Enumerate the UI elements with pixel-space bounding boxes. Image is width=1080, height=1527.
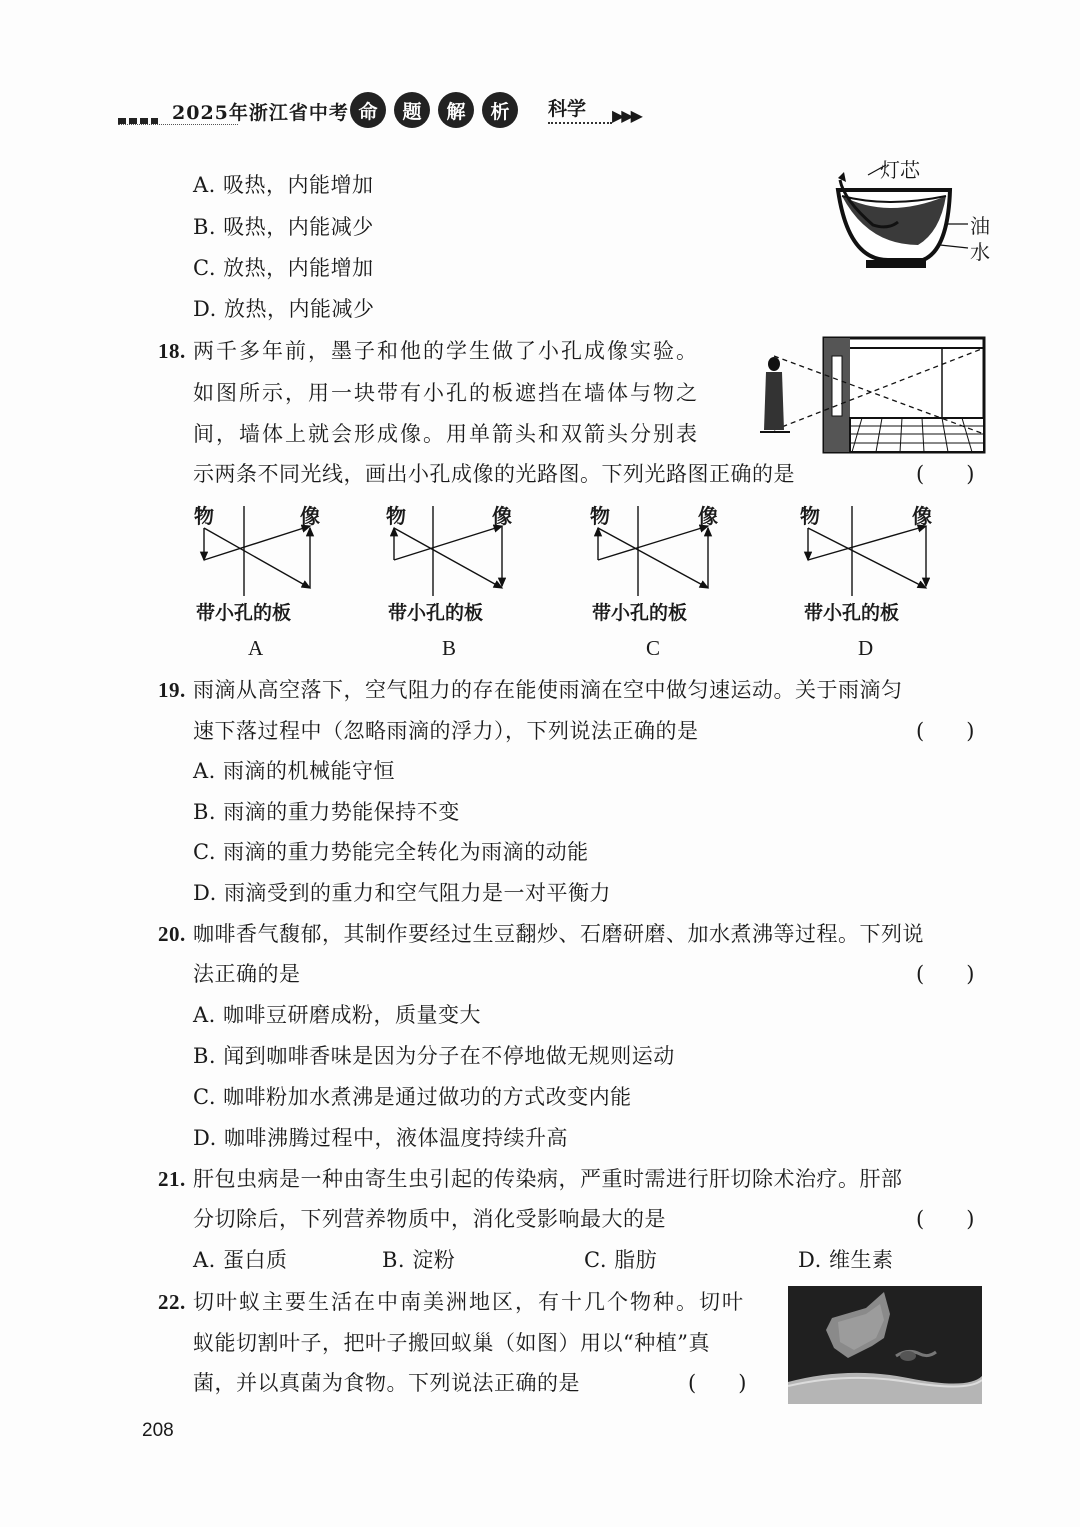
lamp-label-oil: 油	[970, 214, 990, 238]
q18-diagrams	[190, 498, 950, 668]
diagram-d-image-label: 像	[912, 504, 932, 528]
header-circle-3: 解	[438, 92, 474, 128]
q19-line-2: 速下落过程中（忽略雨滴的浮力），下列说法正确的是	[193, 719, 699, 743]
q20-line-2: 法正确的是	[193, 962, 301, 986]
q20-number: 20.	[158, 922, 186, 946]
diagram-b-object-label: 物	[386, 504, 406, 528]
q21-line-1: 肝包虫病是一种由寄生虫引起的传染病，严重时需进行肝切除术治疗。肝部	[193, 1167, 903, 1191]
header-subject: 科学	[548, 98, 587, 120]
diagram-d-board-label: 带小孔的板	[804, 602, 900, 624]
diagram-b-board-label: 带小孔的板	[388, 602, 484, 624]
diagram-d-object-label: 物	[800, 504, 820, 528]
header-circle-2: 题	[394, 92, 430, 128]
q19-number: 19.	[158, 678, 186, 702]
diagram-a-letter[interactable]: A	[248, 636, 264, 660]
q17-option-a: A. 吸热，内能增加	[193, 173, 374, 197]
page-number: 208	[142, 1420, 174, 1441]
header-circle-4: 析	[482, 92, 518, 128]
diagram-d-letter[interactable]: D	[858, 636, 874, 660]
page-header	[118, 92, 678, 132]
q22-line-3: 菌，并以真菌为食物。下列说法正确的是	[193, 1371, 580, 1395]
q17-option-d: D. 放热，内能减少	[193, 297, 375, 321]
diagram-c-image-label: 像	[698, 504, 718, 528]
pinhole-room-drawing	[752, 334, 988, 458]
q21-line-2: 分切除后，下列营养物质中，消化受影响最大的是	[193, 1207, 666, 1231]
oil-lamp-figure	[828, 150, 998, 275]
q22-line-2: 蚁能切割叶子，把叶子搬回蚁巢（如图）用以“种植”真	[193, 1331, 710, 1355]
q20-option-c: C. 咖啡粉加水煮沸是通过做功的方式改变内能	[193, 1085, 632, 1109]
q17-option-c: C. 放热，内能增加	[193, 256, 374, 280]
leafcutter-ant-drawing	[788, 1286, 982, 1404]
q18-answer-paren[interactable]: ( )	[916, 462, 975, 486]
q20-option-b: B. 闻到咖啡香味是因为分子在不停地做无规则运动	[193, 1044, 675, 1068]
q20-option-d: D. 咖啡沸腾过程中，液体温度持续升高	[193, 1126, 568, 1150]
q21-number: 21.	[158, 1167, 186, 1191]
q21-option-b: B. 淀粉	[382, 1248, 456, 1272]
q17-option-b: B. 吸热，内能减少	[193, 215, 374, 239]
q19-option-d: D. 雨滴受到的重力和空气阻力是一对平衡力	[193, 881, 611, 905]
diagram-c-letter[interactable]: C	[646, 636, 661, 660]
q18-line-3: 间，墙体上就会形成像。用单箭头和双箭头分别表	[193, 422, 699, 446]
diagram-c-object-label: 物	[590, 504, 610, 528]
q20-option-a: A. 咖啡豆研磨成粉，质量变大	[193, 1003, 482, 1027]
q19-option-b: B. 雨滴的重力势能保持不变	[193, 800, 460, 824]
pinhole-room-figure	[752, 334, 988, 458]
header-title: 2025年浙江省中考	[172, 102, 349, 124]
q22-answer-paren[interactable]: ( )	[688, 1371, 747, 1395]
q19-answer-paren[interactable]: ( )	[916, 719, 975, 743]
header-arrows-icon: ▶▶▶	[612, 106, 640, 125]
q18-line-2: 如图所示，用一块带有小孔的板遮挡在墙体与物之	[193, 381, 699, 405]
diagram-b-image-label: 像	[492, 504, 512, 528]
diagram-c-board-label: 带小孔的板	[592, 602, 688, 624]
q21-answer-paren[interactable]: ( )	[916, 1207, 975, 1231]
q21-option-d: D. 维生素	[798, 1248, 894, 1272]
q21-option-c: C. 脂肪	[584, 1248, 658, 1272]
lamp-label-water: 水	[970, 240, 990, 264]
lamp-label-wick: 灯芯	[880, 158, 920, 182]
diagram-a-board-label: 带小孔的板	[196, 602, 292, 624]
q22-number: 22.	[158, 1290, 186, 1314]
q19-option-c: C. 雨滴的重力势能完全转化为雨滴的动能	[193, 840, 589, 864]
diagram-a-image-label: 像	[300, 504, 320, 528]
leafcutter-ant-photo	[788, 1286, 982, 1404]
diagram-a-object-label: 物	[194, 504, 214, 528]
q19-line-1: 雨滴从高空落下，空气阻力的存在能使雨滴在空中做匀速运动。关于雨滴匀	[193, 678, 903, 702]
diagram-b-letter[interactable]: B	[442, 636, 457, 660]
q22-line-1: 切叶蚁主要生活在中南美洲地区，有十几个物种。切叶	[193, 1290, 745, 1314]
q19-option-a: A. 雨滴的机械能守恒	[193, 759, 396, 783]
q20-answer-paren[interactable]: ( )	[916, 962, 975, 986]
header-rule	[118, 124, 238, 125]
header-circle-1: 命	[350, 92, 386, 128]
header-dots	[548, 122, 612, 124]
q18-line-4: 示两条不同光线，画出小孔成像的光路图。下列光路图正确的是	[193, 462, 795, 486]
q18-line-1: 两千多年前，墨子和他的学生做了小孔成像实验。	[193, 339, 699, 363]
q18-number: 18.	[158, 339, 186, 363]
q20-line-1: 咖啡香气馥郁，其制作要经过生豆翻炒、石磨研磨、加水煮沸等过程。下列说	[193, 922, 924, 946]
q21-option-a: A. 蛋白质	[193, 1248, 288, 1272]
